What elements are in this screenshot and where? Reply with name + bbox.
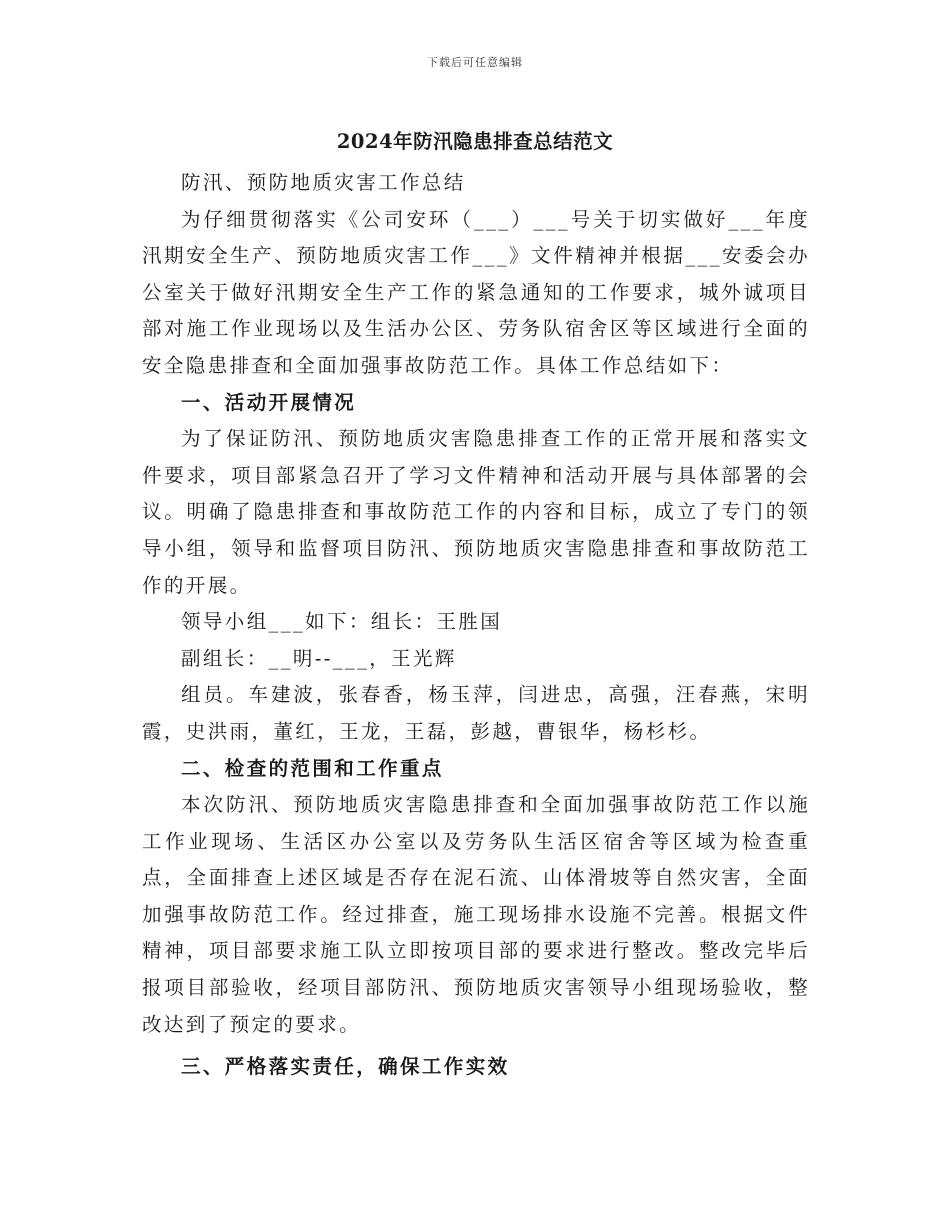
section-2-heading: 二、检查的范围和工作重点 [181,756,444,780]
section-2-paragraph: 本次防汛、预防地质灾害隐患排查和全面加强事故防范工作以施工作业现场、生活区办公室以及劳务队生活区宿舍等区域为检查重点，全面排查上述区域是否存在泥石流、山体滑坡等自然灾害，全面加强事故防范工作。经过排查，施工现场排水设施不完善。根据文件精神，项目部要求施工队立即按项目部的要求进行整改。整改完毕后报项目部验收，经项目部防汛、预防地质灾害领导小组现场验收，整改达到了预定的要求。 [142,793,810,1036]
document-subtitle: 防汛、预防地质灾害工作总结 [181,171,466,194]
members-paragraph: 组员。车建波，张春香，杨玉萍，闫进忠，高强，汪春燕，宋明霞，史洪雨，董红，王龙，王磊，彭越，曹银华，杨杉杉。 [142,683,810,743]
document-body [142,165,810,1086]
header-note: 下载后可任意编辑 [427,56,523,69]
section-1-heading: 一、活动开展情况 [181,390,357,414]
section-1-paragraph: 为了保证防汛、预防地质灾害隐患排查工作的正常开展和落实文件要求，项目部紧急召开了学习文件精神和活动开展与具体部署的会议。明确了隐患排查和事故防范工作的内容和目标，成立了专门的领导小组，领导和监督项目防汛、预防地质灾害隐患排查和事故防范工作的开展。 [142,427,810,597]
deputy-line: 副组长：__明--___，王光辉 [181,646,457,670]
leader-line: 领导小组___如下：组长：王胜国 [181,610,503,634]
document-title: 2024年防汛隐患排查总结范文 [336,130,614,153]
intro-paragraph: 为仔细贯彻落实《公司安环（___）___号关于切实做好___年度汛期安全生产、预防地质灾害工作___》文件精神并根据___安委会办公室关于做好汛期安全生产工作的紧急通知的工作要求，城外诚项目部对施工作业现场以及生活办公区、劳务队宿舍区等区域进行全面的安全隐患排查和全面加强事故防范工作。具体工作总结如下： [142,207,810,377]
section-3-heading: 三、严格落实责任，确保工作实效 [181,1055,510,1079]
